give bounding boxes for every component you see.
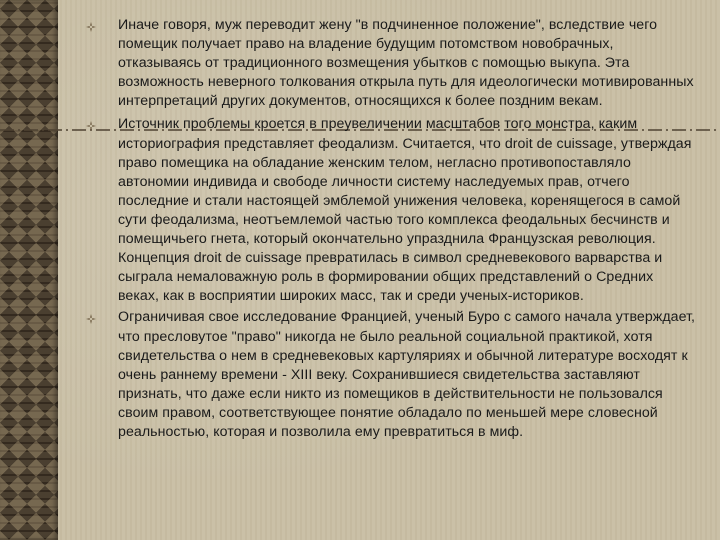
bullet-ornament-icon <box>86 314 96 324</box>
bullet-ornament-icon <box>86 121 96 131</box>
paragraph-1 <box>86 16 698 111</box>
paragraph-3-text: Ограничивая свое исследование Францией, ученый Буро с самого начала утверждает, что пресловутое "право" никогда не было реальной социальной практикой, хотя свидетельства о нем в средневековых картуляриях и обычной литературе восходят к очень раннему времени - XIII веку. Сохранившиеся свидетельства заставляют признать, что даже если никто из помещиков в действительности не пользовался своим правом, соответствующее понятие обладало по меньшей мере словесной реальностью, которая и позволила ему превратиться в миф. <box>118 309 696 440</box>
paragraph-1-text: Иначе говоря, муж переводит жену "в подчиненное положение", вследствие чего помещик получает право на владение будущим потомством новобрачных, отказываясь от традиционного возмещения убытков с помощью выкупа. Эта возможность неверного толкования открыла путь для идеологически мотивированных интерпретаций других документов, относящихся к более поздним векам. <box>118 17 694 110</box>
paragraph-2 <box>86 115 698 306</box>
paragraph-3 <box>86 308 698 442</box>
paragraph-2-text: Источник проблемы кроется в преувеличении масштабов того монстра, каким историография представляет феодализм. Считается, что droit de cuissage, утверждая право помещика на обладание женским телом, негласно противопоставляло автономии индивида и свободе личности систему наследуемых прав, отчего последние и стали настоящей эмблемой унижения человека, коренящегося в самой сути феодализма, неотъемлемой частью того комплекса феодальных бесчинств и помещичьего гнета, который окончательно упразднила Французская революция. Концепция droit de cuissage превратилась в символ средневекового варварства и сыграла немаловажную роль в формировании общих представлений о Средних веках, как в восприятии широких масс, так и среди ученых-историков. <box>118 116 692 305</box>
text-content <box>86 16 698 444</box>
sidebar-decoration <box>0 0 58 540</box>
bullet-ornament-icon <box>86 22 96 32</box>
